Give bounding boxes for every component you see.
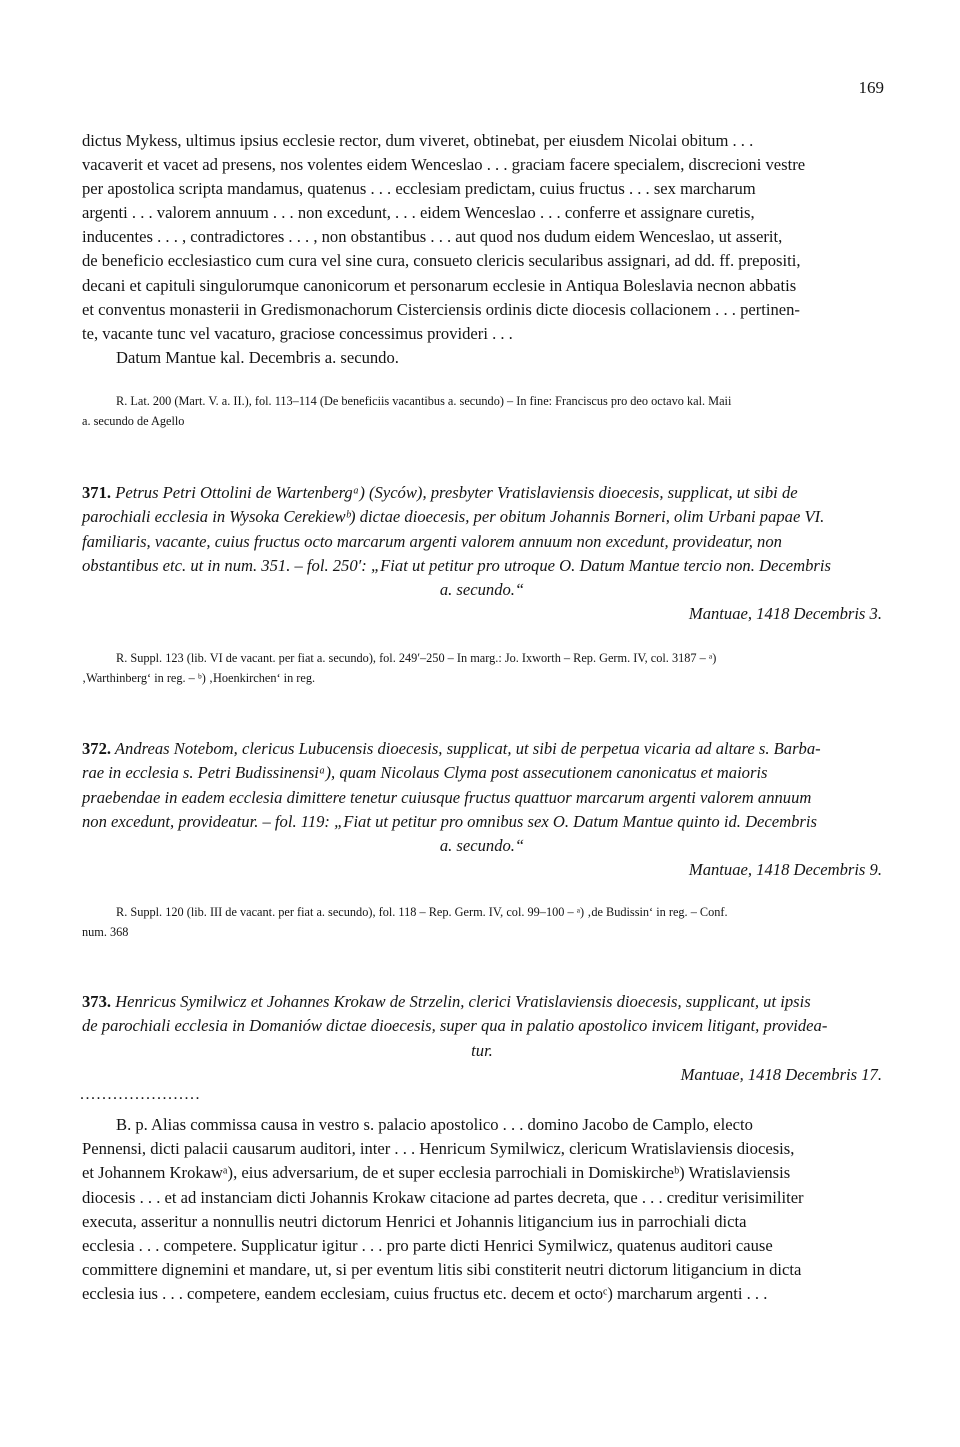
text-line: Petrus Petri Ottolini de Wartenbergᵃ) (Syców), presbyter Vratislaviensis dioecesis, supplicat, ut sibi de — [115, 483, 798, 502]
opening-note — [82, 391, 882, 431]
entry-text — [82, 737, 882, 858]
centered-line: a. secundo.“ — [439, 836, 525, 856]
note-line: R. Suppl. 120 (lib. III de vacant. per fiat a. secundo), fol. 118 – Rep. Germ. IV, col. 99–100 – ᵃ) ‚de Budissin‘ in reg. – Conf. — [116, 905, 728, 919]
entry-373 — [82, 990, 882, 1087]
note-line: a. secundo de Agello — [82, 414, 185, 428]
page-number: 169 — [858, 78, 884, 97]
entry-372-note — [82, 902, 882, 942]
entry-number: 371. — [82, 483, 112, 502]
place-date: Mantuae, 1418 Decembris 9. — [688, 860, 882, 880]
text-line: vacaverit et vacet ad presens, nos volentes eidem Wenceslao . . . graciam facere specialem, discrecioni vestre — [82, 155, 806, 175]
text-line: rae in ecclesia s. Petri Budissinensiᵃ), quam Nicolaus Clyma post assecutionem canonicatus et maioris — [82, 763, 768, 783]
entry-number: 373. — [82, 992, 112, 1011]
text-line: Andreas Notebom, clericus Lubucensis dioecesis, supplicat, ut sibi de perpetua vicaria ad altare s. Barba- — [114, 739, 821, 758]
text-line: familiaris, vacante, cuius fructus octo marcarum argenti valorem annuum non excedunt, provideatur, non — [82, 531, 782, 551]
entry-text — [82, 990, 882, 1063]
note-line: R. Suppl. 123 (lib. VI de vacant. per fiat a. secundo), fol. 249′–250 – In marg.: Jo. Ixworth – Rep. Germ. IV, col. 3187 – ᵃ) — [116, 651, 717, 665]
text-line: Pennensi, dicti palacii causarum auditori, inter . . . Henricum Symilwicz, clericum Wratislaviensis diocesis, — [82, 1139, 795, 1159]
text-line: inducentes . . . , contradictores . . . , non obstantibus . . . aut quod nos dudum eidem Wenceslao, ut asserit, — [82, 227, 783, 247]
entry-372 — [82, 737, 882, 882]
place-date: Mantuae, 1418 Decembris 3. — [688, 604, 882, 624]
text-line: te, vacante tunc vel vacaturo, graciose concessimus provideri . . . — [82, 323, 513, 343]
ellipsis-line: ...................... — [80, 1086, 201, 1103]
text-line: committere dignemini et mandare, ut, si per eventum litis sibi constiterit neutri dictorum litigancium in dicta — [82, 1260, 802, 1280]
text-line: argenti . . . valorem annuum . . . non excedunt, . . . eidem Wenceslao . . . conferre et assignare curetis, — [82, 203, 755, 223]
text-line: praebendae in eadem ecclesia dimittere tenetur cuiusque fructus quattuor marcarum argenti valorem annuum — [82, 787, 812, 807]
entry-number: 372. — [82, 739, 112, 758]
text-line: et Johannem Krokawᵃ), eius adversarium, de et super ecclesia parrochiali in Domiskircheᵇ) Wratislaviensis — [82, 1163, 791, 1183]
datum-line: Datum Mantue kal. Decembris a. secundo. — [116, 347, 399, 367]
centered-line: a. secundo.“ — [439, 580, 525, 600]
text-line: de parochiali ecclesia in Domaniów dictae dioecesis, super qua in palatio apostolico invicem litigant, providea- — [82, 1016, 828, 1036]
text-line: B. p. Alias commissa causa in vestro s. palacio apostolico . . . domino Jacobo de Camplo, electo — [116, 1115, 753, 1134]
centered-line: tur. — [471, 1040, 493, 1060]
text-line: non excedunt, provideatur. – fol. 119: „Fiat ut petitur pro omnibus sex O. Datum Mantue quinto id. Decembris — [82, 811, 817, 831]
text-line: de beneficio ecclesiastico cum cura vel sine cura, consueto clericis secularibus assignari, ad dd. ff. prepositi, — [82, 251, 801, 271]
closing-paragraph — [82, 1113, 882, 1307]
entry-371 — [82, 481, 882, 626]
text-line: ecclesia . . . competere. Supplicatur igitur . . . pro parte dicti Henrici Symilwicz, quatenus auditori cause — [82, 1236, 773, 1256]
entry-371-note — [82, 648, 882, 688]
opening-paragraph — [82, 129, 882, 370]
text-line: ecclesia ius . . . competere, eandem ecclesiam, cuius fructus etc. decem et octoᶜ) marcharum argenti . . . — [82, 1284, 768, 1304]
text-line: executa, asseritur a nonnullis neutri dictorum Henrici et Johannis litigancium ius in parrochiali dicta — [82, 1211, 747, 1231]
note-line: ‚Warthinberg‘ in reg. – ᵇ) ‚Hoenkirchen‘ in reg. — [82, 671, 316, 685]
text-line: per apostolica scripta mandamus, quatenus . . . ecclesiam predictam, cuius fructus . . . sex marcharum — [82, 179, 756, 199]
text-line: obstantibus etc. ut in num. 351. – fol. 250′: „Fiat ut petitur pro utroque O. Datum Mantue tercio non. Decembris — [82, 555, 831, 575]
entry-text — [82, 481, 882, 602]
text-line: parochiali ecclesia in Wysoka Cerekiewᵇ) dictae dioecesis, per obitum Johannis Borneri, olim Urbani papae VI. — [82, 507, 825, 527]
text-line: dictus Mykess, ultimus ipsius ecclesie rector, dum viveret, obtinebat, per eiusdem Nicolai obitum . . . — [82, 131, 754, 150]
text-line: Henricus Symilwicz et Johannes Krokaw de Strzelin, clerici Vratislaviensis dioecesis, supplicant, ut ipsis — [115, 992, 811, 1011]
opening-text — [82, 129, 882, 346]
note-line: num. 368 — [82, 925, 129, 939]
note-line: R. Lat. 200 (Mart. V. a. II.), fol. 113–114 (De beneficiis vacantibus a. secundo) – In fine: Franciscus pro deo octavo kal. Maii — [116, 394, 732, 408]
text-line: diocesis . . . et ad instanciam dicti Johannis Krokaw citacione ad partes decreta, que . . . creditur verisimiliter — [82, 1187, 804, 1207]
text-line: et conventus monasterii in Gredismonachorum Cisterciensis ordinis dicte diocesis collacionem . . . pertinen- — [82, 299, 800, 319]
closing-text — [82, 1113, 882, 1307]
text-line: decani et capituli singulorumque canonicorum et personarum ecclesie in Antiqua Boleslavia necnon abbatis — [82, 275, 797, 295]
place-date: Mantuae, 1418 Decembris 17. — [680, 1064, 882, 1084]
